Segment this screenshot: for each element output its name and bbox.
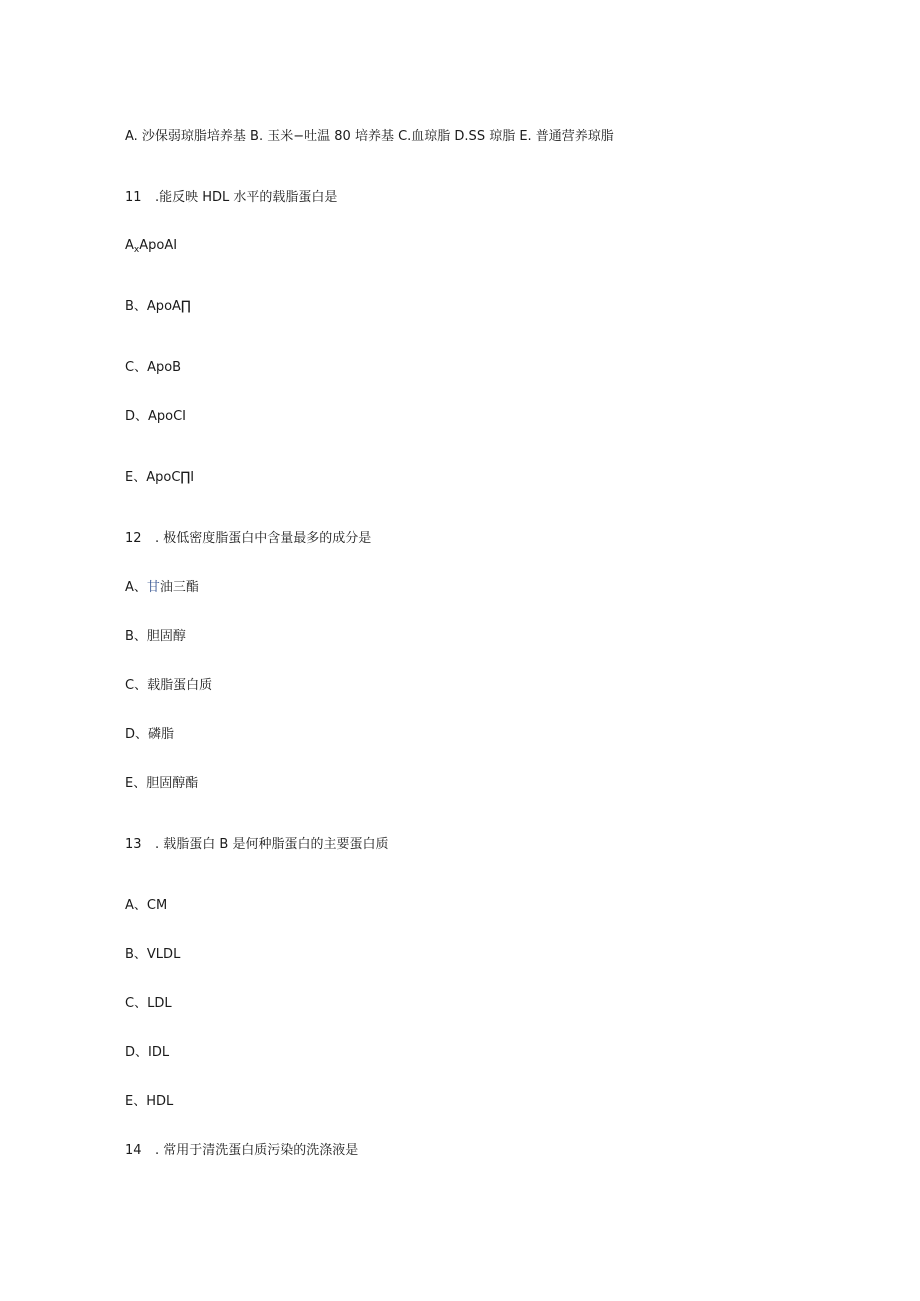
option-letter: A [125,238,134,253]
question-11 [125,189,337,207]
option-text: ApoAI [139,238,178,253]
question-text: . 常用于清洗蛋白质污染的洗涤液是 [155,1143,359,1158]
q13-option-a: A、CM [125,898,168,913]
option-subscript: x [133,245,140,255]
question-number: 13 [125,837,142,852]
q12-option-b: B、胆固醇 [125,629,186,644]
question-number: 14 [125,1143,142,1158]
q12-option-c: C、载脂蛋白质 [125,678,213,693]
q13-option-c: C、LDL [125,996,172,1011]
question-text: . 极低密度脂蛋白中含量最多的成分是 [155,531,372,546]
q11-option-d: D、ApoCI [125,409,187,424]
q13-option-b: B、VLDL [125,947,181,962]
question-number: 12 [125,531,142,546]
option-accent-char: 甘 [146,580,160,595]
q11-option-c: C、ApoB [125,360,182,375]
q11-option-e: E、ApoC∏I [125,470,195,485]
question-13 [125,836,388,854]
q12-option-e: E、胆固醇酯 [125,776,199,791]
q11-option-a [125,237,177,259]
option-text: 油三酯 [159,580,199,595]
question-14 [125,1142,358,1160]
question-number: 11 [125,190,142,205]
options-line-prev-question: A. 沙保弱琼脂培养基 B. 玉米−吐温 80 培养基 C.血琼脂 D.SS 琼脂 E. 普通营养琼脂 [125,129,614,144]
q12-option-a [125,579,199,597]
question-12 [125,530,371,548]
q11-option-b: B、ApoA∏ [125,299,191,314]
q13-option-e: E、HDL [125,1094,174,1109]
question-text: .能反映 HDL 水平的载脂蛋白是 [155,190,338,205]
question-text: . 载脂蛋白 B 是何种脂蛋白的主要蛋白质 [155,837,389,852]
q12-option-d: D、磷脂 [125,727,175,742]
q13-option-d: D、IDL [125,1045,170,1060]
option-prefix: A、 [125,580,147,595]
